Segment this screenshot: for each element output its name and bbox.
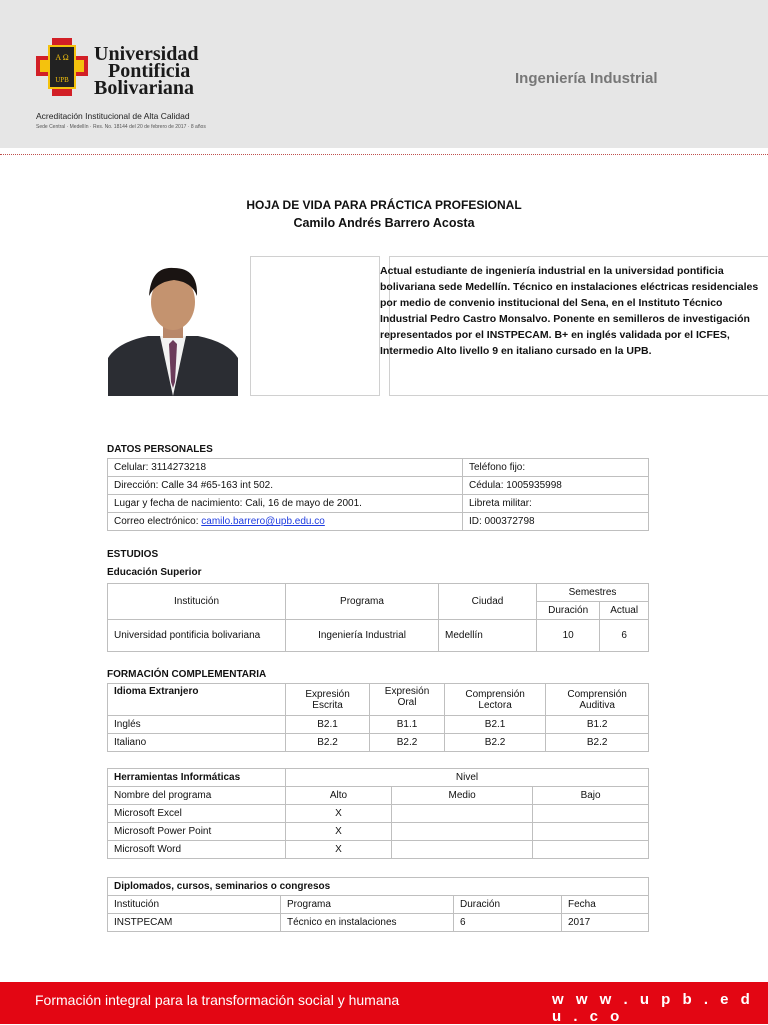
direccion-cell: Dirección: Calle 34 #65-163 int 502. — [108, 477, 463, 495]
th-course-programa: Programa — [281, 896, 454, 914]
th-programa: Programa — [286, 584, 439, 620]
personal-data-title: DATOS PERSONALES — [107, 444, 213, 455]
personal-data-table — [107, 458, 649, 531]
th-alto: Alto — [286, 787, 392, 805]
th-actual: Actual — [600, 602, 649, 620]
study-duracion: 10 — [537, 620, 600, 652]
th-course-duracion: Duración — [454, 896, 562, 914]
th-medio: Medio — [392, 787, 533, 805]
course-programa: Técnico en instalaciones — [281, 914, 454, 932]
studies-table — [107, 583, 649, 652]
correo-cell — [108, 513, 463, 531]
tool-alto: X — [286, 841, 392, 859]
complementary-title: FORMACIÓN COMPLEMENTARIA — [107, 669, 267, 680]
nacimiento-cell: Lugar y fecha de nacimiento: Cali, 16 de mayo de 2001. — [108, 495, 463, 513]
table-row — [108, 805, 649, 823]
lang-value: B2.1 — [444, 716, 545, 734]
lang-value: B2.1 — [286, 716, 370, 734]
higher-education-title: Educación Superior — [107, 567, 202, 578]
id-cell: ID: 000372798 — [463, 513, 649, 531]
profile-summary: Actual estudiante de ingeniería industrial en la universidad pontificia bolivariana sede Medellín. Técnico en instalaciones eléctricas residenciales por medio de convenio institucional del Sena, en el Instituto Técnico Industrial Pedro Castro Monsalvo. Ponente en semilleros de investigación representados por el INSTPECAM. B+ en inglés validada por el ICFES, Intermedio Alto livello 9 en italiano cursado en la UPB. — [380, 265, 759, 357]
th-lectora: Comprensión Lectora — [444, 684, 545, 716]
languages-table — [107, 683, 649, 752]
photo-frame-box — [250, 256, 380, 396]
lang-value: B2.2 — [370, 734, 445, 752]
th-bajo: Bajo — [533, 787, 649, 805]
tool-medio — [392, 805, 533, 823]
footer-tagline: Formación integral para la transformación social y humana — [35, 992, 400, 1008]
th-course-institucion: Institución — [108, 896, 281, 914]
th-nivel: Nivel — [286, 769, 649, 787]
th-duracion: Duración — [537, 602, 600, 620]
logo-line-1: Universidad — [94, 43, 199, 65]
th-auditiva: Comprensión Auditiva — [546, 684, 649, 716]
tool-bajo — [533, 805, 649, 823]
program-title: Ingeniería Industrial — [515, 70, 658, 87]
tool-name: Microsoft Power Point — [108, 823, 286, 841]
th-semestres: Semestres — [537, 584, 649, 602]
lang-name: Italiano — [108, 734, 286, 752]
th-herramientas: Herramientas Informáticas — [108, 769, 286, 787]
footer-url[interactable]: w w w . u p b . e d u . c o — [552, 991, 754, 1025]
th-diplomados: Diplomados, cursos, seminarios o congresos — [108, 878, 649, 896]
shield-top-text: A Ω — [55, 53, 69, 62]
lang-value: B2.2 — [286, 734, 370, 752]
document-title: HOJA DE VIDA PARA PRÁCTICA PROFESIONAL — [246, 198, 522, 212]
tool-name: Microsoft Word — [108, 841, 286, 859]
table-row — [108, 716, 649, 734]
logo-line-2: Pontificia — [108, 60, 191, 82]
tool-alto: X — [286, 805, 392, 823]
studies-title: ESTUDIOS — [107, 549, 159, 560]
table-row — [108, 620, 649, 652]
footer — [0, 982, 768, 1024]
th-nombre-programa: Nombre del programa — [108, 787, 286, 805]
email-link[interactable]: camilo.barrero@upb.edu.co — [201, 516, 325, 527]
table-row — [108, 823, 649, 841]
header-divider — [0, 154, 768, 155]
tool-alto: X — [286, 823, 392, 841]
lang-value: B1.2 — [546, 716, 649, 734]
study-actual: 6 — [600, 620, 649, 652]
lang-name: Inglés — [108, 716, 286, 734]
study-institucion: Universidad pontificia bolivariana — [108, 620, 286, 652]
tool-bajo — [533, 841, 649, 859]
university-shield-icon — [36, 38, 88, 96]
tool-medio — [392, 823, 533, 841]
courses-table — [107, 877, 649, 932]
table-row — [108, 734, 649, 752]
course-fecha: 2017 — [562, 914, 649, 932]
study-programa: Ingeniería Industrial — [286, 620, 439, 652]
th-escrita: Expresión Escrita — [286, 684, 370, 716]
lang-value: B2.2 — [546, 734, 649, 752]
profile-photo — [108, 256, 238, 396]
seat-note: Sede Central · Medellín · Res. No. 18144 del 20 de febrero de 2017 · 8 años — [36, 124, 206, 130]
tool-name: Microsoft Excel — [108, 805, 286, 823]
th-idioma: Idioma Extranjero — [108, 684, 286, 716]
correo-label: Correo electrónico: — [114, 516, 199, 527]
candidate-name: Camilo Andrés Barrero Acosta — [293, 216, 475, 230]
telefono-cell: Teléfono fijo: — [463, 459, 649, 477]
lang-value: B2.2 — [444, 734, 545, 752]
course-institucion: INSTPECAM — [108, 914, 281, 932]
table-row — [108, 914, 649, 932]
lang-value: B1.1 — [370, 716, 445, 734]
accreditation-text: Acreditación Institucional de Alta Calidad — [36, 111, 190, 121]
celular-cell: Celular: 3114273218 — [108, 459, 463, 477]
header — [0, 0, 768, 148]
shield-bottom-text: UPB — [55, 76, 69, 84]
study-ciudad: Medellín — [439, 620, 537, 652]
libreta-cell: Libreta militar: — [463, 495, 649, 513]
tool-medio — [392, 841, 533, 859]
logo-line-3: Bolivariana — [94, 77, 195, 99]
it-tools-table — [107, 768, 649, 859]
th-ciudad: Ciudad — [439, 584, 537, 620]
course-duracion: 6 — [454, 914, 562, 932]
tool-bajo — [533, 823, 649, 841]
cedula-cell: Cédula: 1005935998 — [463, 477, 649, 495]
university-name — [94, 43, 199, 99]
th-oral: Expresión Oral — [370, 684, 445, 716]
table-row — [108, 841, 649, 859]
th-course-fecha: Fecha — [562, 896, 649, 914]
th-institucion: Institución — [108, 584, 286, 620]
